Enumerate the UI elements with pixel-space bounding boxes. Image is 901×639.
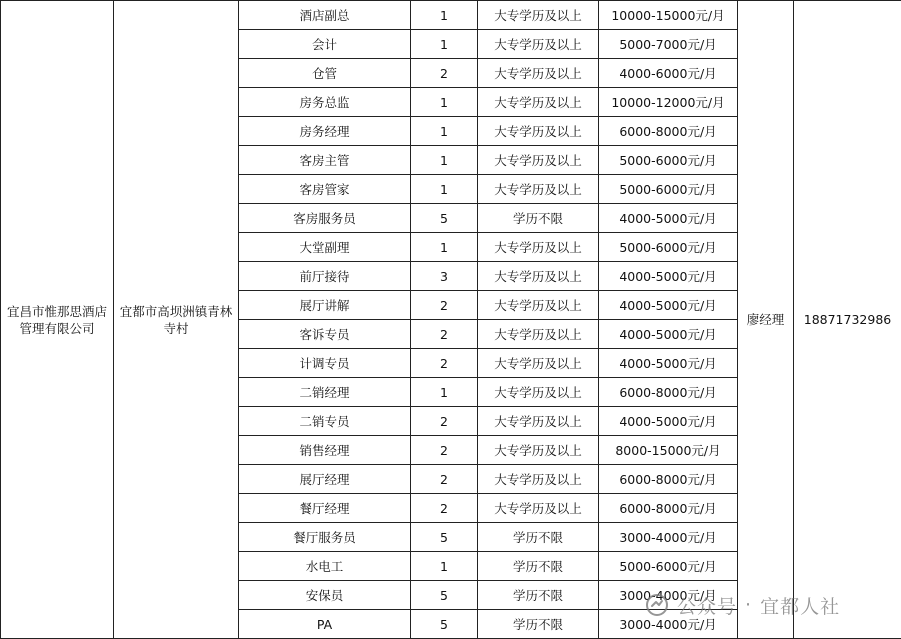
position-title-cell: 酒店副总 (239, 1, 411, 30)
education-requirement-cell: 大专学历及以上 (478, 436, 599, 465)
salary-cell: 4000-5000元/月 (599, 204, 738, 233)
position-count-cell: 2 (411, 59, 478, 88)
position-title-cell: 餐厅服务员 (239, 523, 411, 552)
contact-phone-cell: 18871732986 (794, 1, 901, 639)
position-title-cell: 前厅接待 (239, 262, 411, 291)
salary-cell: 10000-15000元/月 (599, 1, 738, 30)
position-title-cell: 二销专员 (239, 407, 411, 436)
position-count-cell: 1 (411, 117, 478, 146)
education-requirement-cell: 学历不限 (478, 204, 599, 233)
position-count-cell: 2 (411, 494, 478, 523)
position-count-cell: 1 (411, 233, 478, 262)
position-title-cell: 安保员 (239, 581, 411, 610)
salary-cell: 3000-4000元/月 (599, 610, 738, 639)
salary-cell: 4000-5000元/月 (599, 262, 738, 291)
education-requirement-cell: 学历不限 (478, 523, 599, 552)
salary-cell: 5000-6000元/月 (599, 552, 738, 581)
position-title-cell: PA (239, 610, 411, 639)
position-title-cell: 客房服务员 (239, 204, 411, 233)
education-requirement-cell: 大专学历及以上 (478, 494, 599, 523)
education-requirement-cell: 大专学历及以上 (478, 30, 599, 59)
education-requirement-cell: 大专学历及以上 (478, 465, 599, 494)
company-address-cell: 宜都市高坝洲镇青林寺村 (114, 1, 239, 639)
position-title-cell: 房务经理 (239, 117, 411, 146)
education-requirement-cell: 大专学历及以上 (478, 291, 599, 320)
position-count-cell: 2 (411, 407, 478, 436)
education-requirement-cell: 大专学历及以上 (478, 146, 599, 175)
salary-cell: 6000-8000元/月 (599, 378, 738, 407)
position-title-cell: 客诉专员 (239, 320, 411, 349)
position-title-cell: 展厅经理 (239, 465, 411, 494)
position-count-cell: 2 (411, 436, 478, 465)
salary-cell: 6000-8000元/月 (599, 117, 738, 146)
education-requirement-cell: 学历不限 (478, 610, 599, 639)
position-title-cell: 餐厅经理 (239, 494, 411, 523)
table-row (1, 1, 901, 30)
position-title-cell: 仓管 (239, 59, 411, 88)
education-requirement-cell: 学历不限 (478, 552, 599, 581)
company-name-cell: 宜昌市惟那思酒店管理有限公司 (1, 1, 114, 639)
position-count-cell: 1 (411, 146, 478, 175)
position-count-cell: 2 (411, 465, 478, 494)
position-title-cell: 会计 (239, 30, 411, 59)
position-title-cell: 计调专员 (239, 349, 411, 378)
salary-cell: 4000-6000元/月 (599, 59, 738, 88)
education-requirement-cell: 大专学历及以上 (478, 88, 599, 117)
education-requirement-cell: 大专学历及以上 (478, 1, 599, 30)
position-title-cell: 展厅讲解 (239, 291, 411, 320)
position-title-cell: 水电工 (239, 552, 411, 581)
salary-cell: 10000-12000元/月 (599, 88, 738, 117)
salary-cell: 5000-6000元/月 (599, 233, 738, 262)
education-requirement-cell: 学历不限 (478, 581, 599, 610)
education-requirement-cell: 大专学历及以上 (478, 407, 599, 436)
position-count-cell: 5 (411, 523, 478, 552)
position-count-cell: 1 (411, 30, 478, 59)
salary-cell: 6000-8000元/月 (599, 465, 738, 494)
position-count-cell: 1 (411, 1, 478, 30)
education-requirement-cell: 大专学历及以上 (478, 59, 599, 88)
education-requirement-cell: 大专学历及以上 (478, 233, 599, 262)
position-count-cell: 2 (411, 291, 478, 320)
education-requirement-cell: 大专学历及以上 (478, 262, 599, 291)
salary-cell: 4000-5000元/月 (599, 291, 738, 320)
position-title-cell: 二销经理 (239, 378, 411, 407)
position-title-cell: 销售经理 (239, 436, 411, 465)
position-count-cell: 1 (411, 378, 478, 407)
salary-cell: 4000-5000元/月 (599, 320, 738, 349)
watermark-prefix: 公众号 (677, 595, 738, 618)
salary-cell: 3000-4000元/月 (599, 581, 738, 610)
position-count-cell: 1 (411, 88, 478, 117)
position-title-cell: 客房主管 (239, 146, 411, 175)
position-title-cell: 客房管家 (239, 175, 411, 204)
salary-cell: 4000-5000元/月 (599, 407, 738, 436)
salary-cell: 3000-4000元/月 (599, 523, 738, 552)
salary-cell: 4000-5000元/月 (599, 349, 738, 378)
education-requirement-cell: 大专学历及以上 (478, 349, 599, 378)
position-count-cell: 1 (411, 552, 478, 581)
watermark-account: 宜都人社 (760, 595, 841, 618)
position-title-cell: 房务总监 (239, 88, 411, 117)
salary-cell: 5000-6000元/月 (599, 146, 738, 175)
salary-cell: 6000-8000元/月 (599, 494, 738, 523)
position-count-cell: 2 (411, 320, 478, 349)
education-requirement-cell: 大专学历及以上 (478, 378, 599, 407)
position-title-cell: 大堂副理 (239, 233, 411, 262)
position-count-cell: 5 (411, 204, 478, 233)
watermark-separator: · (745, 594, 753, 616)
education-requirement-cell: 大专学历及以上 (478, 320, 599, 349)
position-count-cell: 1 (411, 175, 478, 204)
position-count-cell: 2 (411, 349, 478, 378)
position-count-cell: 3 (411, 262, 478, 291)
salary-cell: 5000-6000元/月 (599, 175, 738, 204)
education-requirement-cell: 大专学历及以上 (478, 175, 599, 204)
education-requirement-cell: 大专学历及以上 (478, 117, 599, 146)
contact-person-cell: 廖经理 (738, 1, 794, 639)
position-count-cell: 5 (411, 581, 478, 610)
position-count-cell: 5 (411, 610, 478, 639)
job-rows (1, 1, 901, 639)
salary-cell: 5000-7000元/月 (599, 30, 738, 59)
salary-cell: 8000-15000元/月 (599, 436, 738, 465)
